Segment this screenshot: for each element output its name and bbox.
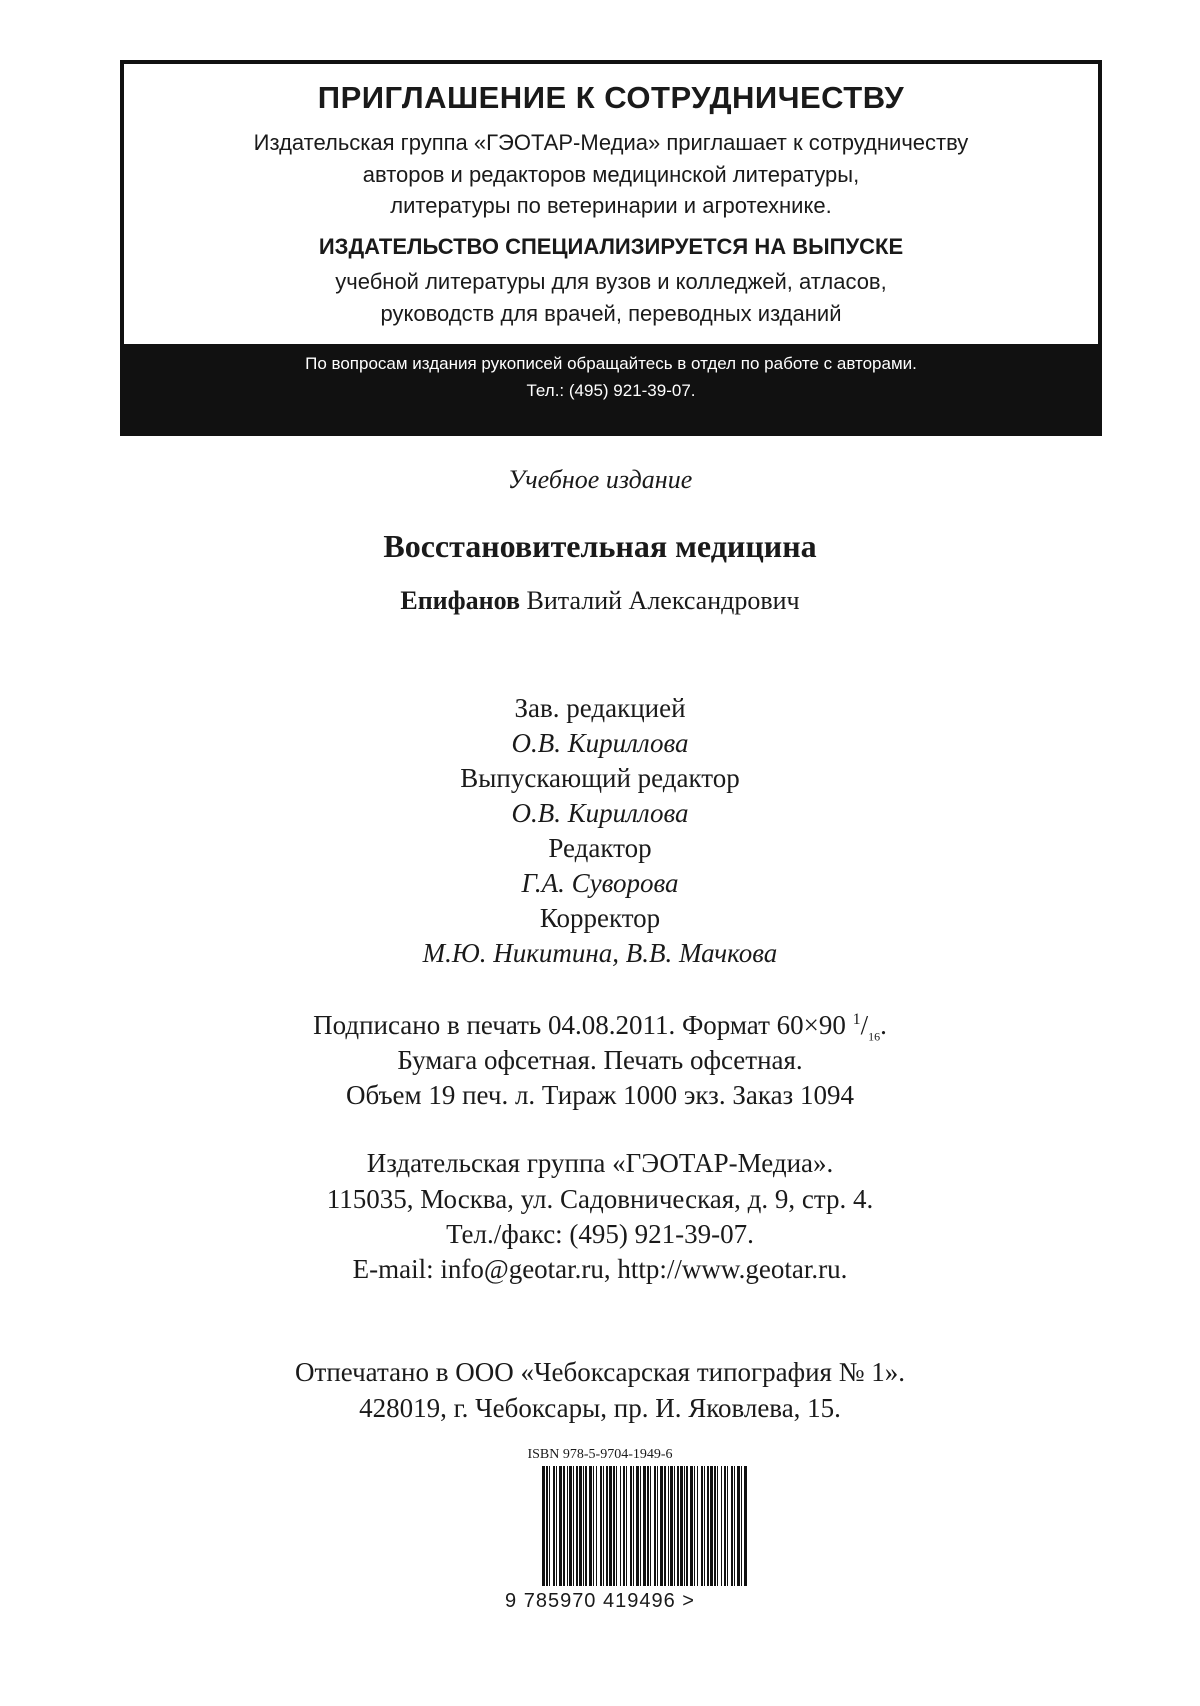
credit-role: Зав. редакцией [514, 693, 686, 723]
print-signed-text: Подписано в печать 04.08.2011. Формат 60×90 [313, 1010, 853, 1040]
invitation-subtitle: ИЗДАТЕЛЬСТВО СПЕЦИАЛИЗИРУЕТСЯ НА ВЫПУСКЕ [318, 234, 904, 259]
barcode-bar [714, 1466, 716, 1586]
barcode-bar [600, 1466, 602, 1586]
author-surname: Епифанов [400, 586, 521, 615]
barcode-bar [569, 1466, 572, 1586]
barcode-bar [633, 1466, 634, 1586]
publisher-address: 115035, Москва, ул. Садовническая, д. 9, стр. 4. [326, 1184, 874, 1214]
barcode-bar [657, 1466, 658, 1586]
credit-role: Корректор [539, 903, 661, 933]
barcode-bar [606, 1466, 608, 1586]
edition-type: Учебное издание [507, 465, 693, 494]
invitation-line: литературы по ветеринарии и агротехнике. [390, 193, 832, 218]
credit-name: Г.А. Суворова [521, 868, 679, 898]
barcode-bar [626, 1466, 627, 1586]
invitation-title: ПРИГЛАШЕНИЕ К СОТРУДНИЧЕСТВУ [317, 80, 905, 115]
print-signed-end: . [880, 1010, 887, 1040]
print-signed-line [0, 1010, 1200, 1044]
barcode-bar [630, 1466, 632, 1586]
barcode-bar [734, 1466, 735, 1586]
author-given-names: Виталий Александрович [526, 586, 800, 615]
contact-line: По вопросам издания рукописей обращайтесь в отдел по работе с авторами. [305, 354, 917, 373]
barcode-bar [668, 1466, 669, 1586]
barcode-bar [704, 1466, 705, 1586]
barcode-bar [620, 1466, 621, 1586]
credit-role: Редактор [548, 833, 652, 863]
publisher-email: E-mail: info@geotar.ru, http://www.geotar.ru. [352, 1254, 848, 1284]
barcode-bar [573, 1466, 574, 1586]
format-fraction: $^1/_{16}$ [852, 1010, 881, 1044]
barcode-bar [636, 1466, 639, 1586]
barcode-bar [664, 1466, 666, 1586]
barcode-bar [643, 1466, 646, 1586]
printer-address: 428019, г. Чебоксары, пр. И. Яковлева, 15. [359, 1393, 841, 1423]
invitation-line: авторов и редакторов медицинской литературы, [362, 162, 860, 187]
barcode-bar [603, 1466, 604, 1586]
barcode-bar [623, 1466, 625, 1586]
credit-name: О.В. Кириллова [511, 728, 689, 758]
barcode-bar [567, 1466, 568, 1586]
barcode-bar [731, 1466, 733, 1586]
credit-name: М.Ю. Никитина, В.В. Мачкова [422, 938, 778, 968]
printer-name: Отпечатано в ООО «Чебоксарская типография № 1». [295, 1357, 905, 1387]
invitation-line: руководств для врачей, переводных изданий [380, 301, 842, 326]
barcode-bar [710, 1466, 713, 1586]
barcode-bar [609, 1466, 612, 1586]
print-volume-line: Объем 19 печ. л. Тираж 1000 экз. Заказ 1094 [346, 1080, 854, 1110]
invitation-box [120, 60, 1102, 436]
barcode-bar [654, 1466, 656, 1586]
barcode-bar [717, 1466, 718, 1586]
publisher-phone: Тел./факс: (495) 921-39-07. [446, 1219, 754, 1249]
barcode-bar [741, 1466, 742, 1586]
barcode-bar [690, 1466, 693, 1586]
barcode-bar [640, 1466, 641, 1586]
barcode-bar [553, 1466, 555, 1586]
barcode-bar [576, 1466, 578, 1586]
contact-phone: Тел.: (495) 921-39-07. [526, 381, 696, 400]
barcode-bar [697, 1466, 698, 1586]
fraction-numerator: 1 [852, 1011, 861, 1028]
barcode-bar [563, 1466, 565, 1586]
barcode-bar [686, 1466, 688, 1586]
credit-role: Выпускающий редактор [460, 763, 740, 793]
barcode-bar [559, 1466, 562, 1586]
barcode-bar [670, 1466, 673, 1586]
fraction-denominator: 16 [868, 1029, 881, 1044]
credit-name: О.В. Кириллова [511, 798, 689, 828]
barcode-bar [737, 1466, 740, 1586]
barcode-bar [650, 1466, 651, 1586]
barcode-bar [579, 1466, 582, 1586]
barcode-bar [680, 1466, 683, 1586]
author [0, 586, 1200, 616]
book-title: Восстановительная медицина [383, 528, 817, 564]
barcode-bar [660, 1466, 663, 1586]
barcode-bar [677, 1466, 679, 1586]
barcode-bar [583, 1466, 584, 1586]
barcode-bar [744, 1466, 747, 1586]
barcode-bar [589, 1466, 592, 1586]
barcode-bar [616, 1466, 617, 1586]
barcode-bar [613, 1466, 615, 1586]
contact-bar [124, 344, 1098, 432]
isbn-barcode [540, 1466, 750, 1586]
barcode-bar [727, 1466, 728, 1586]
barcode-bar [684, 1466, 685, 1586]
barcode-bar [556, 1466, 557, 1586]
barcode-bar [542, 1466, 545, 1586]
barcode-bar [585, 1466, 587, 1586]
barcode-bar [593, 1466, 594, 1586]
print-paper-line: Бумага офсетная. Печать офсетная. [397, 1045, 803, 1075]
barcode-bar [694, 1466, 695, 1586]
barcode-bar [721, 1466, 722, 1586]
barcode-bar [701, 1466, 703, 1586]
barcode-digits: 9 785970 419496 > [505, 1590, 695, 1612]
publisher-name: Издательская группа «ГЭОТАР-Медиа». [366, 1148, 834, 1178]
barcode-bar [549, 1466, 550, 1586]
barcode-bar [707, 1466, 709, 1586]
barcode-bar [724, 1466, 726, 1586]
barcode-bar [647, 1466, 649, 1586]
barcode-bar [674, 1466, 675, 1586]
barcode-bar [546, 1466, 548, 1586]
barcode-bar [596, 1466, 597, 1586]
invitation-line: учебной литературы для вузов и колледжей, атласов, [335, 269, 887, 294]
invitation-line: Издательская группа «ГЭОТАР-Медиа» приглашает к сотрудничеству [253, 130, 969, 155]
isbn-label: ISBN 978-5-9704-1949-6 [527, 1447, 673, 1462]
